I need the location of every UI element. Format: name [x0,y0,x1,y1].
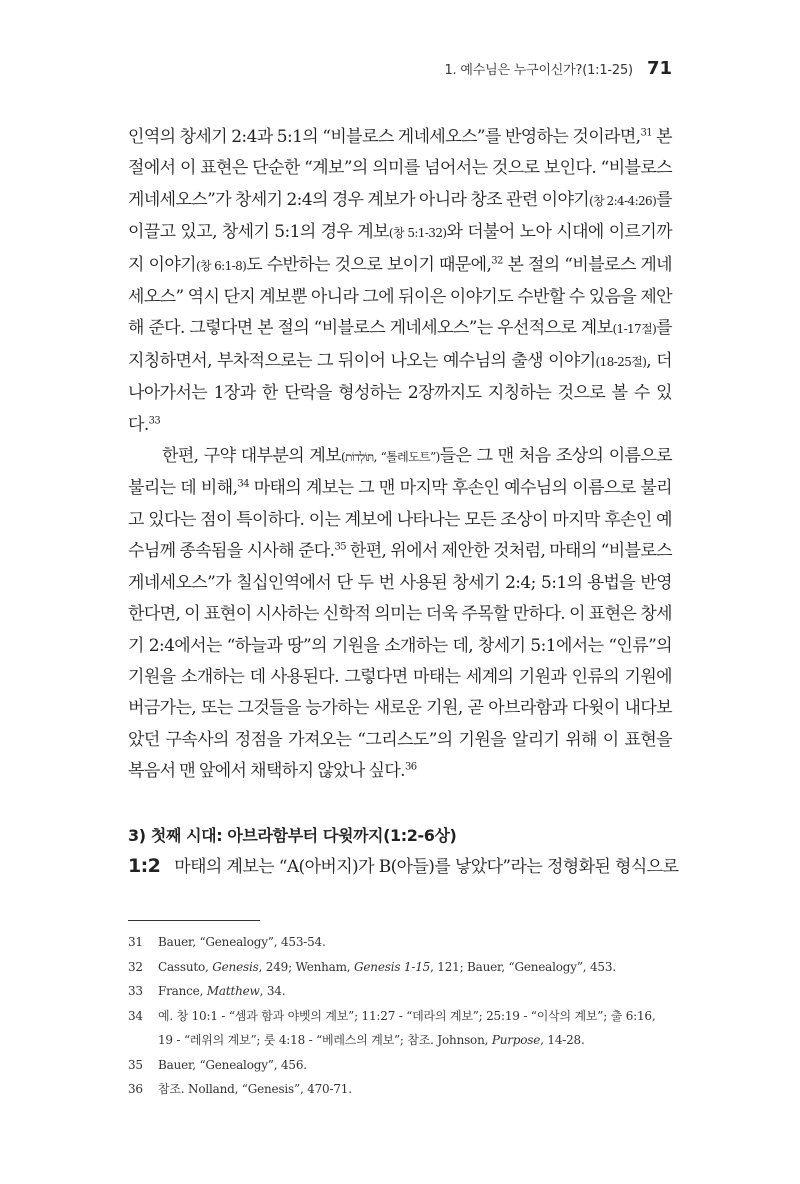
footnote-number: 32 [128,959,143,974]
text-run: , 더 나아가서는 1장과 한 단락을 형성하는 2장까지도 지칭하는 것으로 볼 수 있다. [128,350,672,435]
text-run: , 121; Bauer, “Genealogy”, 453. [430,959,616,974]
text-run: 한편, 위에서 제안한 것처럼, 마태의 “비블로스 게네세오스”가 칠십인역에서 단 두 번 사용된 창세기 2:4; 5:1의 용법을 반영한다면, 이 표현이 시사하는 신학적 의미는 더욱 주목할 만하다. 이 표현은 창세기 2:4에서는 “하늘과 땅”의 기원을 소개하는 데, 창세기 5:1에서는 “인류”의 기원을 소개하는 데 사용된다. 그렇다면 마태는 세계의 기원과 인류의 기원에 버금가는, 또는 그것들을 능가하는 새로운 기원, 곧 아브라함과 다윗이 내다보았던 구속사의 정점을 가져오는 “그리스도”의 기원을 알리기 위해 이 표현을 복음서 맨 앞에서 채택하지 않았나 싶다. [128,541,672,782]
footnote-number: 36 [128,1082,143,1096]
footnote-text [158,979,672,1004]
footnote-ref: 33 [148,415,161,426]
footnote [128,1077,672,1102]
running-header [444,58,672,79]
text-run: 마태의 계보는 그 맨 마지막 후손인 예수님의 이름으로 불리고 있다는 점이 특이하다. 이는 계보에 나타나는 모든 조상이 마지막 후손인 예수님께 종속됨을 시사해 준다. [128,478,672,562]
page-number: 71 [646,58,672,79]
text-run: 를 지칭하면서, 부차적으로는 그 뒤이어 나오는 예수님의 출생 이야기 [128,318,672,371]
footnotes [128,930,672,1102]
paragraph [128,122,672,441]
text-run: , 249; Wenham, [258,959,355,974]
footnote [128,1053,672,1078]
verse-number: 1:2 [128,855,161,877]
footnote-text: 참조. Nolland, “Genesis”, 470-71. [158,1082,352,1096]
footnote [128,1004,672,1053]
footnote-ref: 35 [334,541,346,553]
footnote [128,955,672,980]
text-run: , 14-28. [540,1033,585,1047]
scripture-ref: (창 6:1-8) [195,258,247,273]
text-run: 예. 창 10:1 - “셈과 함과 야벳의 계보”; 11:27 - “데라의 계보”; 25:19 - “이삭의 계보”; 출 6:16, 19 - “레위의 계보”; 룻 4:18 - “베레스의 계보”; 참조. Johnson, [158,1008,656,1047]
section-heading: 3) 첫째 시대: 아브라함부터 다윗까지(1:2-6상) [128,826,457,845]
footnote-text [158,955,672,980]
footnote-text: Bauer, “Genealogy”, 456. [158,1057,307,1072]
footnote-ref: 34 [237,478,249,490]
book-title: Genesis 1-15 [354,959,431,974]
scripture-ref: (창 5:1-32) [388,226,447,241]
footnote [128,930,672,955]
footnote-text [158,1004,672,1053]
verse-line [128,852,688,877]
book-title: Genesis [212,959,259,974]
hebrew-term: (תּוֹלְדוֹת, “톨레도트”) [340,450,440,465]
footnote-number: 31 [128,935,143,949]
text-run: 본 절에서 이 표현은 단순한 “계보”의 의미를 넘어서는 것으로 보인다. “비블로스 게네세오스”가 창세기 2:4의 경우 계보가 아니라 창조 관련 이야기 [128,127,672,210]
scripture-ref: (창 2:4-4:26) [589,193,657,208]
footnote-ref: 36 [404,761,417,773]
verse-ref: (18-25절) [595,354,647,369]
footnote [128,979,672,1004]
footnote-number: 34 [128,1008,143,1023]
text-run: 도 수반하는 것으로 보이기 때문에, [246,254,492,275]
footnote-text: Bauer, “Genealogy”, 453-54. [158,935,326,949]
footnote-ref: 31 [640,127,653,139]
running-title: 1. 예수님은 누구이신가?(1:1-25) [444,63,633,78]
text-run: , 34. [259,984,286,998]
footnote-number: 35 [128,1057,143,1072]
body-text [128,122,672,788]
footnote-number: 33 [128,984,143,998]
footnote-ref: 32 [491,254,503,266]
text-run: Cassuto, [158,959,213,974]
paragraph [128,441,672,787]
footnote-divider [128,920,260,921]
book-title: Matthew [206,984,260,998]
book-title: Purpose [491,1033,541,1047]
text-run: 들은 그 맨 처음 조상의 이름으로 불리는 데 비해, [128,446,672,499]
text-run: 본 절의 “비블로스 게네세오스” 역시 단지 계보뿐 아니라 그에 뒤이은 이야기도 수반할 수 있음을 제안해 준다. 그렇다면 본 절의 “비블로스 게네세오스”는 우선적으로 계보 [128,254,672,339]
text-run: 인역의 창세기 2:4과 5:1의 “비블로스 게네세오스”를 반영하는 것이라면, [128,127,641,147]
text-run: France, [158,984,207,998]
text-run: 를 이끌고 있고, 창세기 5:1의 경우 계보 [128,189,672,243]
verse-text: 마태의 계보는 “A(아버지)가 B(아들)를 낳았다”라는 정형화된 형식으로 [174,857,679,877]
text-run: 와 더불어 노아 시대에 이르기까지 이야기 [128,222,672,275]
text-run: 한편, 구약 대부분의 계보 [162,446,341,467]
verse-ref: (1-17절) [612,322,657,337]
